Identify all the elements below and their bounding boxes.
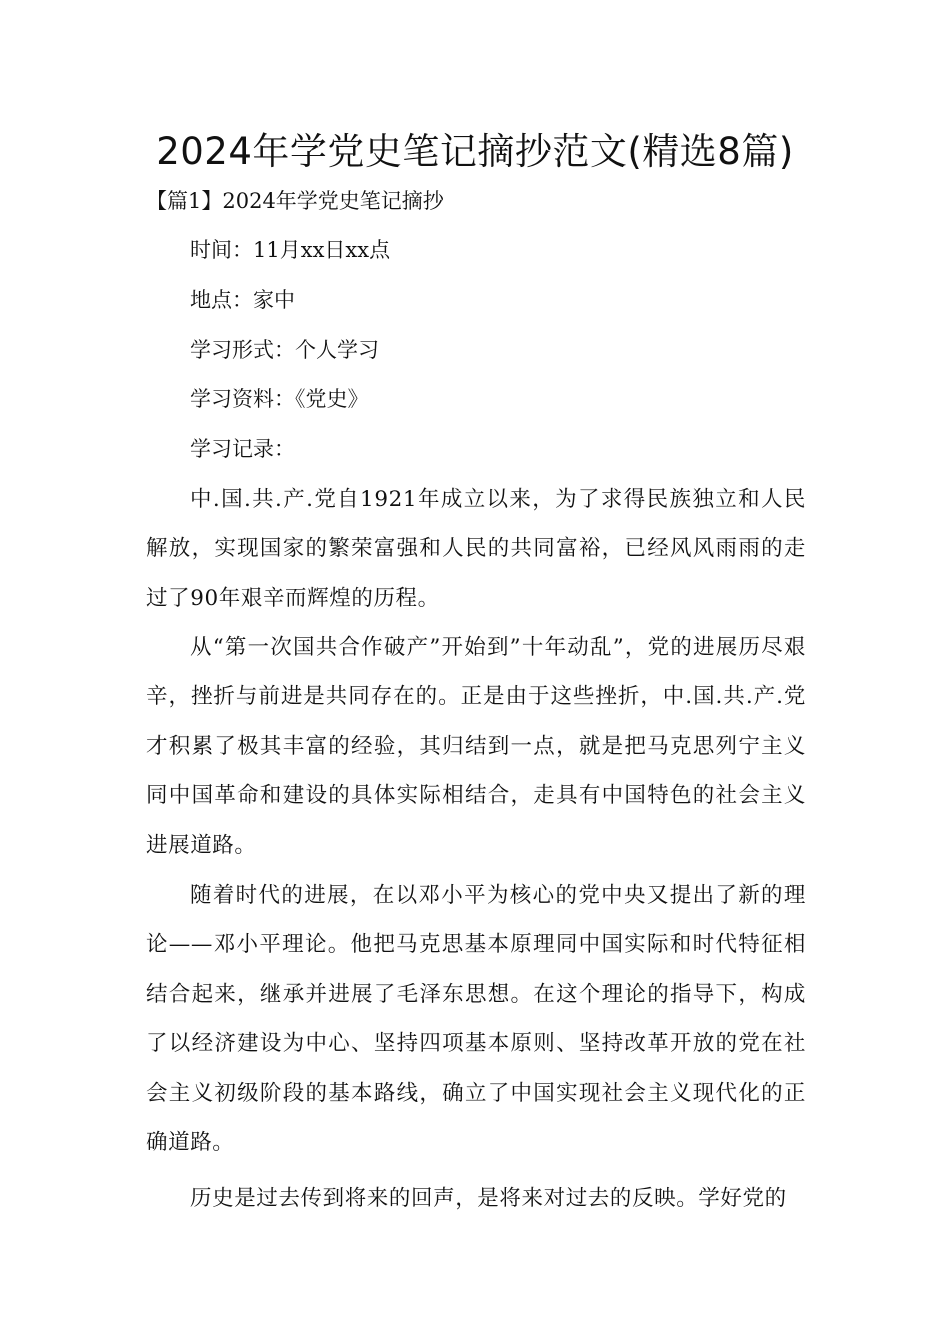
meta-time: 时间：11月xx日xx点 bbox=[190, 238, 391, 262]
meta-material: 学习资料：《党史》 bbox=[190, 387, 369, 411]
section-heading: 【篇1】2024年学党史笔记摘抄 bbox=[146, 189, 444, 213]
meta-place: 地点：家中 bbox=[190, 288, 295, 312]
body-paragraph: 随着时代的进展，在以邓小平为核心的党中央又提出了新的理论——邓小平理论。他把马克思基本原理同中国实际和时代特征相结合起来，继承并进展了毛泽东思想。在这个理论的指导下，构成了以经济建设为中心、坚持四项基本原则、坚持改革开放的党在社会主义初级阶段的基本路线，确立了中国实现社会主义现代化的正确道路。 bbox=[146, 883, 806, 1156]
meta-record: 学习记录： bbox=[190, 437, 295, 461]
meta-form: 学习形式：个人学习 bbox=[190, 338, 379, 362]
body-paragraph: 从“第一次国共合作破产”开始到”十年动乱”，党的进展历尽艰辛，挫折与前进是共同存在的。正是由于这些挫折，中.国.共.产.党才积累了极其丰富的经验，其归结到一点，就是把马克思列宁主义同中国革命和建设的具体实际相结合，走具有中国特色的社会主义进展道路。 bbox=[146, 635, 806, 858]
body-paragraph: 中.国.共.产.党自1921年成立以来，为了求得民族独立和人民解放，实现国家的繁荣富强和人民的共同富裕，已经风风雨雨的走过了90年艰辛而辉煌的历程。 bbox=[146, 487, 806, 611]
document-title: 2024年学党史笔记摘抄范文(精选8篇) bbox=[156, 130, 794, 173]
body-paragraph: 历史是过去传到将来的回声，是将来对过去的反映。学好党的 bbox=[190, 1186, 787, 1211]
